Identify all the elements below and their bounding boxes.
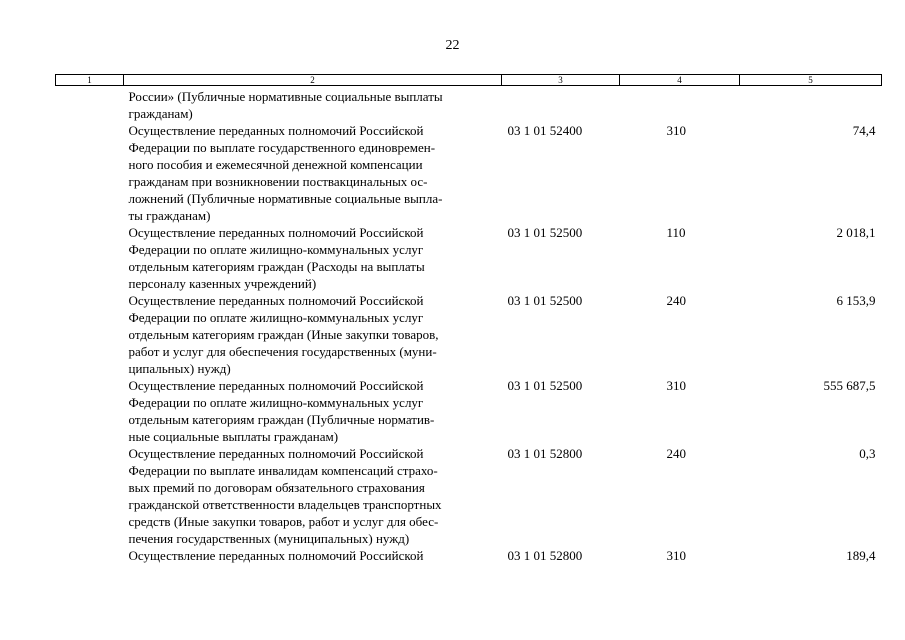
column-number-row bbox=[56, 75, 882, 86]
expense-type-code bbox=[620, 86, 740, 123]
expense-type-code: 110 bbox=[666, 225, 686, 240]
row-blank-cell bbox=[56, 224, 124, 292]
target-article-code bbox=[502, 86, 620, 123]
target-article-code: 03 1 01 52800 bbox=[507, 446, 583, 461]
expense-name: Осуществление переданных полномочий Российской Федерации по оплате жилищно-коммунальных услуг отдельным категориям граждан (Расходы на выплаты персоналу казенных учреждений) bbox=[128, 225, 425, 291]
expense-type-code: 310 bbox=[666, 548, 686, 563]
column-header-1: 1 bbox=[56, 75, 124, 86]
expense-name: Осуществление переданных полномочий Российской Федерации по выплате государственного единовремен- ного пособия и ежемесячной денежной компенсации гражданам при возникновении поствакцинальных ос- ложнений (Публичные нормативные социальные выпла- ты гражданам) bbox=[128, 123, 443, 223]
row-blank-cell bbox=[56, 547, 124, 564]
row-blank-cell bbox=[56, 377, 124, 445]
amount: 189,4 bbox=[846, 548, 876, 563]
expense-type-code: 240 bbox=[666, 293, 686, 308]
column-header-3: 3 bbox=[502, 75, 620, 86]
target-article-code: 03 1 01 52500 bbox=[507, 293, 583, 308]
table-header bbox=[56, 75, 882, 86]
row-blank-cell bbox=[56, 86, 124, 123]
expense-name: Осуществление переданных полномочий Российской Федерации по выплате инвалидам компенсаций страхо- вых премий по договорам обязательного страхования гражданской ответственности владельцев транспортных средств (Иные закупки товаров, работ и услуг для обес- печения государственных (муниципальных) нужд) bbox=[128, 446, 442, 546]
column-header-4: 4 bbox=[620, 75, 740, 86]
table-row bbox=[56, 224, 882, 292]
page-number: 22 bbox=[445, 38, 460, 53]
budget-table bbox=[55, 74, 882, 564]
target-article-code: 03 1 01 52500 bbox=[507, 378, 583, 393]
amount: 555 687,5 bbox=[823, 378, 876, 393]
expense-type-code: 310 bbox=[666, 378, 686, 393]
target-article-code: 03 1 01 52500 bbox=[507, 225, 583, 240]
expense-type-code: 240 bbox=[666, 446, 686, 461]
amount: 6 153,9 bbox=[836, 293, 876, 308]
table-row bbox=[56, 86, 882, 123]
amount: 74,4 bbox=[852, 123, 876, 138]
table-body bbox=[56, 86, 882, 565]
expense-type-code: 310 bbox=[666, 123, 686, 138]
table-row bbox=[56, 445, 882, 547]
row-blank-cell bbox=[56, 122, 124, 224]
amount: 0,3 bbox=[859, 446, 876, 461]
table-row bbox=[56, 292, 882, 377]
expense-name: Осуществление переданных полномочий Российской bbox=[128, 548, 424, 563]
amount: 2 018,1 bbox=[836, 225, 876, 240]
table-row bbox=[56, 377, 882, 445]
target-article-code: 03 1 01 52400 bbox=[507, 123, 583, 138]
table-row bbox=[56, 547, 882, 564]
column-header-2: 2 bbox=[124, 75, 502, 86]
target-article-code: 03 1 01 52800 bbox=[507, 548, 583, 563]
row-blank-cell bbox=[56, 445, 124, 547]
amount bbox=[740, 86, 882, 123]
expense-name: Осуществление переданных полномочий Российской Федерации по оплате жилищно-коммунальных услуг отдельным категориям граждан (Публичные норматив- ные социальные выплаты гражданам) bbox=[128, 378, 435, 444]
column-header-5: 5 bbox=[740, 75, 882, 86]
table-row bbox=[56, 122, 882, 224]
expense-name: Осуществление переданных полномочий Российской Федерации по оплате жилищно-коммунальных услуг отдельным категориям граждан (Иные закупки товаров, работ и услуг для обеспечения государственных (муни- ципальных) нужд) bbox=[128, 293, 439, 376]
row-blank-cell bbox=[56, 292, 124, 377]
expense-name: России» (Публичные нормативные социальные выплаты гражданам) bbox=[128, 89, 443, 121]
